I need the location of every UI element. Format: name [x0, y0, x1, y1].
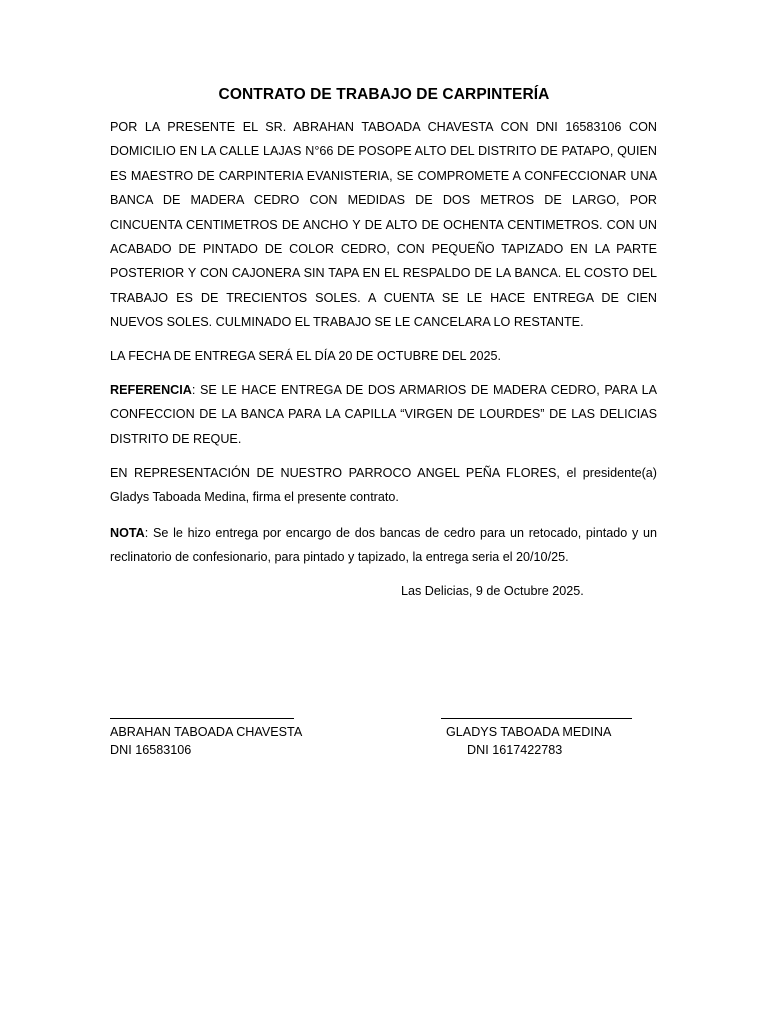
reference-text: : SE LE HACE ENTREGA DE DOS ARMARIOS DE MADERA CEDRO, PARA LA CONFECCION DE LA BANCA PARA LA CAPILLA “VIRGEN DE LOURDES” DE LAS DELICIAS DISTRITO DE REQUE. — [110, 383, 657, 446]
place-and-date: Las Delicias, 9 de Octubre 2025. — [401, 584, 584, 598]
signer-right-name: GLADYS TABOADA MEDINA — [446, 725, 612, 739]
contract-paragraph-main: POR LA PRESENTE EL SR. ABRAHAN TABOADA CHAVESTA CON DNI 16583106 CON DOMICILIO EN LA CALLE LAJAS N°66 DE POSOPE ALTO DEL DISTRITO DE PATAPO, QUIEN ES MAESTRO DE CARPINTERIA EVANISTERIA, SE COMPROMETE A CONFECCIONAR UNA BANCA DE MADERA CEDRO CON MEDIDAS DE DOS METROS DE LARGO, POR CINCUENTA CENTIMETROS DE ANCHO Y DE ALTO DE OCHENTA CENTIMETROS. CON UN ACABADO DE PINTADO DE COLOR CEDRO, CON PEQUEÑO TAPIZADO EN LA PARTE POSTERIOR Y CON CAJONERA SIN TAPA EN EL RESPALDO DE LA BANCA. EL COSTO DEL TRABAJO ES DE TRECIENTOS SOLES. A CUENTA SE LE HACE ENTREGA DE CIEN NUEVOS SOLES. CULMINADO EL TRABAJO SE LE CANCELARA LO RESTANTE. — [110, 120, 657, 330]
delivery-date-paragraph: LA FECHA DE ENTREGA SERÁ EL DÍA 20 DE OCTUBRE DEL 2025. — [110, 349, 502, 363]
signature-line-right — [441, 718, 632, 719]
signer-right-dni: DNI 1617422783 — [467, 743, 563, 757]
signer-left-name: ABRAHAN TABOADA CHAVESTA — [110, 725, 303, 739]
reference-label: REFERENCIA — [110, 383, 192, 397]
document-title: CONTRATO DE TRABAJO DE CARPINTERÍA — [218, 86, 550, 103]
reference-paragraph — [110, 378, 657, 451]
note-label: NOTA — [110, 526, 145, 540]
note-text: : Se le hizo entrega por encargo de dos bancas de cedro para un retocado, pintado y un reclinatorio de confesionario, para pintado y tapizado, la entrega seria el 20/10/25. — [110, 526, 657, 565]
signature-line-left — [110, 718, 294, 719]
signer-left-dni: DNI 16583106 — [110, 743, 192, 757]
note-paragraph — [110, 521, 657, 570]
representation-paragraph: EN REPRESENTACIÓN DE NUESTRO PARROCO ANGEL PEÑA FLORES, el presidente(a) Gladys Taboada Medina, firma el presente contrato. — [110, 466, 657, 505]
